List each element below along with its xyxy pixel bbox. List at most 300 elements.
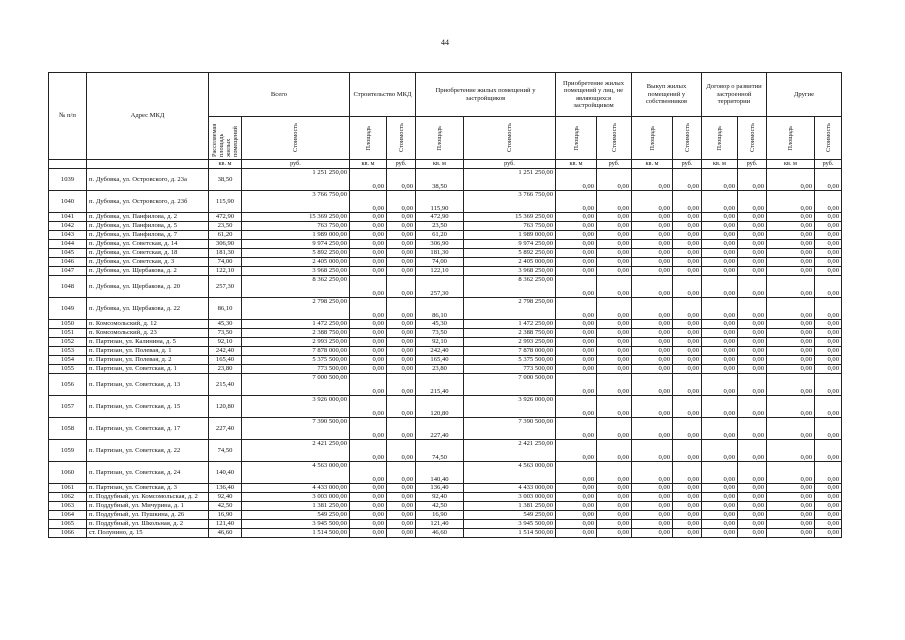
row-total-area: 215,40 <box>209 374 242 396</box>
row-total-area: 122,10 <box>209 267 242 276</box>
row-contract-cost: 0,00 <box>738 329 767 338</box>
table-body <box>49 169 842 538</box>
row-number: 1049 <box>49 298 87 320</box>
row-construction-cost: 0,00 <box>387 222 416 231</box>
header-construction: Строительство МКД <box>350 73 416 117</box>
table-row <box>49 347 842 356</box>
row-purchase-nondev-area: 0,00 <box>556 374 597 396</box>
row-total-cost: 1 381 250,00 <box>242 502 350 511</box>
row-total-cost: 7 390 500,00 <box>242 418 350 440</box>
row-purchase-nondev-cost: 0,00 <box>597 169 632 191</box>
row-buyout-cost: 0,00 <box>673 231 702 240</box>
row-buyout-area: 0,00 <box>632 396 673 418</box>
table-row <box>49 320 842 329</box>
row-total-area: 38,50 <box>209 169 242 191</box>
row-contract-cost: 0,00 <box>738 213 767 222</box>
row-purchase-dev-cost: 7 878 000,00 <box>464 347 556 356</box>
row-buyout-area: 0,00 <box>632 356 673 365</box>
row-other-cost: 0,00 <box>815 249 842 258</box>
table-row <box>49 249 842 258</box>
unit-kvm: кв. м <box>767 160 815 169</box>
row-total-area: 257,30 <box>209 276 242 298</box>
row-other-cost: 0,00 <box>815 213 842 222</box>
row-total-cost: 3 766 750,00 <box>242 191 350 213</box>
row-purchase-dev-cost: 3 945 500,00 <box>464 520 556 529</box>
row-purchase-nondev-area: 0,00 <box>556 169 597 191</box>
row-total-cost: 1 472 250,00 <box>242 320 350 329</box>
row-purchase-nondev-cost: 0,00 <box>597 440 632 462</box>
row-purchase-nondev-cost: 0,00 <box>597 298 632 320</box>
header-resettled-area: Расселяемая площадь жилых помещений <box>211 123 239 157</box>
header-area: Площадь <box>364 125 372 151</box>
row-total-area: 23,50 <box>209 222 242 231</box>
table-row <box>49 329 842 338</box>
header-area: Площадь <box>572 125 580 151</box>
header-total: Всего <box>209 73 350 117</box>
row-purchase-nondev-area: 0,00 <box>556 267 597 276</box>
row-total-cost: 5 375 500,00 <box>242 356 350 365</box>
row-other-area: 0,00 <box>767 484 815 493</box>
row-other-area: 0,00 <box>767 356 815 365</box>
row-purchase-dev-cost: 9 974 250,00 <box>464 240 556 249</box>
row-purchase-dev-area: 181,30 <box>416 249 464 258</box>
row-purchase-nondev-area: 0,00 <box>556 440 597 462</box>
row-buyout-cost: 0,00 <box>673 249 702 258</box>
row-buyout-area: 0,00 <box>632 418 673 440</box>
row-purchase-nondev-area: 0,00 <box>556 213 597 222</box>
table-row <box>49 169 842 191</box>
row-purchase-nondev-area: 0,00 <box>556 529 597 538</box>
row-buyout-cost: 0,00 <box>673 267 702 276</box>
row-purchase-nondev-area: 0,00 <box>556 338 597 347</box>
row-contract-area: 0,00 <box>702 356 738 365</box>
row-purchase-dev-area: 136,40 <box>416 484 464 493</box>
row-construction-area: 0,00 <box>350 493 387 502</box>
row-address: п. Партизан, ул. Советская, д. 15 <box>87 396 209 418</box>
row-total-area: 92,40 <box>209 493 242 502</box>
row-number: 1062 <box>49 493 87 502</box>
row-other-cost: 0,00 <box>815 240 842 249</box>
row-buyout-area: 0,00 <box>632 520 673 529</box>
row-total-cost: 1 989 000,00 <box>242 231 350 240</box>
row-buyout-cost: 0,00 <box>673 529 702 538</box>
row-total-cost: 7 000 500,00 <box>242 374 350 396</box>
row-purchase-dev-area: 242,40 <box>416 347 464 356</box>
table-row <box>49 365 842 374</box>
row-purchase-nondev-area: 0,00 <box>556 365 597 374</box>
row-total-cost: 1 514 500,00 <box>242 529 350 538</box>
unit-rub: руб. <box>673 160 702 169</box>
table-row <box>49 374 842 396</box>
row-contract-cost: 0,00 <box>738 191 767 213</box>
row-buyout-area: 0,00 <box>632 298 673 320</box>
row-buyout-cost: 0,00 <box>673 258 702 267</box>
row-number: 1052 <box>49 338 87 347</box>
row-contract-area: 0,00 <box>702 511 738 520</box>
row-address: п. Партизан, ул. Полевая, д. 1 <box>87 347 209 356</box>
row-construction-cost: 0,00 <box>387 276 416 298</box>
row-buyout-cost: 0,00 <box>673 338 702 347</box>
row-number: 1058 <box>49 418 87 440</box>
row-contract-cost: 0,00 <box>738 502 767 511</box>
row-address: п. Партизан, ул. Советская, д. 1 <box>87 365 209 374</box>
row-address: п. Партизан, ул. Советская, д. 22 <box>87 440 209 462</box>
row-other-area: 0,00 <box>767 529 815 538</box>
row-purchase-dev-area: 472,90 <box>416 213 464 222</box>
row-purchase-nondev-cost: 0,00 <box>597 493 632 502</box>
row-purchase-nondev-cost: 0,00 <box>597 231 632 240</box>
row-other-area: 0,00 <box>767 231 815 240</box>
row-purchase-nondev-cost: 0,00 <box>597 191 632 213</box>
table-row <box>49 267 842 276</box>
row-contract-cost: 0,00 <box>738 374 767 396</box>
row-number: 1063 <box>49 502 87 511</box>
row-purchase-nondev-area: 0,00 <box>556 462 597 484</box>
row-purchase-dev-area: 86,10 <box>416 298 464 320</box>
row-other-cost: 0,00 <box>815 396 842 418</box>
row-purchase-nondev-cost: 0,00 <box>597 240 632 249</box>
row-purchase-dev-cost: 5 375 500,00 <box>464 356 556 365</box>
header-other: Другие <box>767 73 842 117</box>
row-buyout-area: 0,00 <box>632 213 673 222</box>
row-total-area: 306,90 <box>209 240 242 249</box>
row-buyout-cost: 0,00 <box>673 240 702 249</box>
row-contract-area: 0,00 <box>702 320 738 329</box>
row-purchase-dev-cost: 5 892 250,00 <box>464 249 556 258</box>
row-construction-area: 0,00 <box>350 347 387 356</box>
row-construction-area: 0,00 <box>350 374 387 396</box>
row-construction-area: 0,00 <box>350 191 387 213</box>
header-area: Площадь <box>436 125 443 151</box>
row-purchase-dev-cost: 2 421 250,00 <box>464 440 556 462</box>
row-construction-cost: 0,00 <box>387 493 416 502</box>
row-other-cost: 0,00 <box>815 529 842 538</box>
row-other-cost: 0,00 <box>815 267 842 276</box>
row-contract-cost: 0,00 <box>738 529 767 538</box>
row-number: 1051 <box>49 329 87 338</box>
row-address: п. Партизан, ул. Калинина, д. 5 <box>87 338 209 347</box>
row-total-area: 181,30 <box>209 249 242 258</box>
row-number: 1039 <box>49 169 87 191</box>
row-other-cost: 0,00 <box>815 356 842 365</box>
row-construction-area: 0,00 <box>350 258 387 267</box>
header-num: № п/п <box>49 73 87 160</box>
header-purchase-nondev: Приобретение жилых помещений у лиц, не являющихся застройщиком <box>556 73 632 117</box>
row-purchase-dev-area: 165,40 <box>416 356 464 365</box>
row-total-area: 92,10 <box>209 338 242 347</box>
row-purchase-dev-cost: 2 798 250,00 <box>464 298 556 320</box>
header-cost: Стоимость <box>683 123 691 153</box>
row-construction-cost: 0,00 <box>387 418 416 440</box>
row-construction-cost: 0,00 <box>387 249 416 258</box>
row-address: п. Партизан, ул. Советская, д. 3 <box>87 484 209 493</box>
row-address: п. Дубовка, ул. Щербакова, д. 20 <box>87 276 209 298</box>
row-total-cost: 2 421 250,00 <box>242 440 350 462</box>
row-construction-cost: 0,00 <box>387 320 416 329</box>
row-other-cost: 0,00 <box>815 493 842 502</box>
table-row <box>49 258 842 267</box>
row-total-cost: 3 968 250,00 <box>242 267 350 276</box>
row-contract-area: 0,00 <box>702 231 738 240</box>
row-buyout-area: 0,00 <box>632 338 673 347</box>
row-number: 1044 <box>49 240 87 249</box>
row-other-area: 0,00 <box>767 258 815 267</box>
row-purchase-dev-cost: 1 251 250,00 <box>464 169 556 191</box>
row-purchase-nondev-area: 0,00 <box>556 418 597 440</box>
row-buyout-area: 0,00 <box>632 249 673 258</box>
row-purchase-nondev-area: 0,00 <box>556 240 597 249</box>
row-number: 1046 <box>49 258 87 267</box>
row-purchase-dev-area: 16,90 <box>416 511 464 520</box>
row-buyout-cost: 0,00 <box>673 418 702 440</box>
row-contract-cost: 0,00 <box>738 298 767 320</box>
row-buyout-area: 0,00 <box>632 240 673 249</box>
row-purchase-dev-cost: 15 369 250,00 <box>464 213 556 222</box>
row-construction-area: 0,00 <box>350 329 387 338</box>
row-other-area: 0,00 <box>767 462 815 484</box>
row-contract-cost: 0,00 <box>738 258 767 267</box>
row-construction-cost: 0,00 <box>387 440 416 462</box>
unit-kvm: кв. м <box>632 160 673 169</box>
row-purchase-dev-area: 120,80 <box>416 396 464 418</box>
row-contract-area: 0,00 <box>702 249 738 258</box>
row-purchase-nondev-cost: 0,00 <box>597 258 632 267</box>
row-construction-area: 0,00 <box>350 320 387 329</box>
row-address: п. Поддубный, ул. Комсомольская, д. 2 <box>87 493 209 502</box>
row-other-cost: 0,00 <box>815 418 842 440</box>
row-buyout-area: 0,00 <box>632 276 673 298</box>
row-construction-area: 0,00 <box>350 222 387 231</box>
row-other-cost: 0,00 <box>815 365 842 374</box>
row-buyout-cost: 0,00 <box>673 276 702 298</box>
row-total-area: 121,40 <box>209 520 242 529</box>
row-number: 1066 <box>49 529 87 538</box>
row-other-cost: 0,00 <box>815 484 842 493</box>
table-row <box>49 231 842 240</box>
row-purchase-dev-cost: 773 500,00 <box>464 365 556 374</box>
row-number: 1060 <box>49 462 87 484</box>
row-buyout-cost: 0,00 <box>673 191 702 213</box>
row-number: 1054 <box>49 356 87 365</box>
row-total-area: 472,90 <box>209 213 242 222</box>
row-buyout-cost: 0,00 <box>673 396 702 418</box>
row-purchase-nondev-cost: 0,00 <box>597 462 632 484</box>
row-number: 1047 <box>49 267 87 276</box>
row-purchase-nondev-area: 0,00 <box>556 356 597 365</box>
table-row <box>49 356 842 365</box>
row-contract-cost: 0,00 <box>738 267 767 276</box>
row-contract-cost: 0,00 <box>738 462 767 484</box>
row-total-area: 45,30 <box>209 320 242 329</box>
row-other-cost: 0,00 <box>815 338 842 347</box>
header-area: Площадь <box>787 125 794 151</box>
row-purchase-nondev-area: 0,00 <box>556 502 597 511</box>
row-total-area: 74,00 <box>209 258 242 267</box>
row-address: п. Партизан, ул. Советская, д. 13 <box>87 374 209 396</box>
header-area: Площадь <box>716 125 723 151</box>
row-total-cost: 549 250,00 <box>242 511 350 520</box>
row-purchase-dev-area: 45,30 <box>416 320 464 329</box>
row-purchase-dev-area: 306,90 <box>416 240 464 249</box>
row-number: 1043 <box>49 231 87 240</box>
table-row <box>49 418 842 440</box>
row-other-cost: 0,00 <box>815 347 842 356</box>
row-contract-area: 0,00 <box>702 240 738 249</box>
row-purchase-dev-area: 73,50 <box>416 329 464 338</box>
row-total-cost: 7 878 000,00 <box>242 347 350 356</box>
unit-kvm: кв. м <box>556 160 597 169</box>
row-construction-area: 0,00 <box>350 240 387 249</box>
row-other-cost: 0,00 <box>815 231 842 240</box>
row-total-cost: 4 433 000,00 <box>242 484 350 493</box>
row-buyout-cost: 0,00 <box>673 374 702 396</box>
row-contract-area: 0,00 <box>702 338 738 347</box>
row-total-area: 140,40 <box>209 462 242 484</box>
row-purchase-nondev-area: 0,00 <box>556 396 597 418</box>
row-contract-cost: 0,00 <box>738 356 767 365</box>
row-contract-cost: 0,00 <box>738 365 767 374</box>
row-purchase-nondev-area: 0,00 <box>556 520 597 529</box>
row-contract-area: 0,00 <box>702 298 738 320</box>
row-contract-cost: 0,00 <box>738 484 767 493</box>
row-address: п. Поддубный, ул. Мичурина, д. 1 <box>87 502 209 511</box>
row-total-cost: 4 563 000,00 <box>242 462 350 484</box>
row-address: п. Комсомольский, д. 23 <box>87 329 209 338</box>
row-buyout-cost: 0,00 <box>673 440 702 462</box>
row-purchase-dev-cost: 3 003 000,00 <box>464 493 556 502</box>
row-other-area: 0,00 <box>767 329 815 338</box>
unit-kvm: кв. м <box>209 160 242 169</box>
row-buyout-area: 0,00 <box>632 462 673 484</box>
row-other-cost: 0,00 <box>815 502 842 511</box>
row-other-area: 0,00 <box>767 240 815 249</box>
row-total-cost: 3 945 500,00 <box>242 520 350 529</box>
row-contract-cost: 0,00 <box>738 396 767 418</box>
row-construction-cost: 0,00 <box>387 529 416 538</box>
row-other-area: 0,00 <box>767 320 815 329</box>
row-construction-cost: 0,00 <box>387 231 416 240</box>
table-row <box>49 222 842 231</box>
row-construction-cost: 0,00 <box>387 298 416 320</box>
table-row <box>49 338 842 347</box>
row-construction-cost: 0,00 <box>387 365 416 374</box>
row-total-area: 242,40 <box>209 347 242 356</box>
row-other-area: 0,00 <box>767 365 815 374</box>
row-purchase-dev-cost: 3 926 000,00 <box>464 396 556 418</box>
row-construction-area: 0,00 <box>350 338 387 347</box>
row-purchase-dev-area: 38,50 <box>416 169 464 191</box>
row-purchase-dev-cost: 4 563 000,00 <box>464 462 556 484</box>
row-number: 1048 <box>49 276 87 298</box>
table-row <box>49 511 842 520</box>
table-row <box>49 529 842 538</box>
row-buyout-cost: 0,00 <box>673 169 702 191</box>
row-purchase-nondev-cost: 0,00 <box>597 520 632 529</box>
row-total-cost: 2 405 000,00 <box>242 258 350 267</box>
row-contract-cost: 0,00 <box>738 249 767 258</box>
row-purchase-nondev-area: 0,00 <box>556 484 597 493</box>
table-row <box>49 493 842 502</box>
row-construction-cost: 0,00 <box>387 191 416 213</box>
row-contract-area: 0,00 <box>702 374 738 396</box>
row-other-area: 0,00 <box>767 418 815 440</box>
header-contract: Договор о развитии застроенной территории <box>702 73 767 117</box>
row-contract-area: 0,00 <box>702 267 738 276</box>
unit-rub: руб. <box>738 160 767 169</box>
row-purchase-dev-cost: 3 968 250,00 <box>464 267 556 276</box>
row-total-area: 73,50 <box>209 329 242 338</box>
row-total-cost: 1 251 250,00 <box>242 169 350 191</box>
row-total-area: 16,90 <box>209 511 242 520</box>
row-purchase-nondev-cost: 0,00 <box>597 356 632 365</box>
row-other-cost: 0,00 <box>815 320 842 329</box>
row-other-cost: 0,00 <box>815 520 842 529</box>
row-buyout-cost: 0,00 <box>673 329 702 338</box>
row-contract-area: 0,00 <box>702 347 738 356</box>
row-purchase-nondev-cost: 0,00 <box>597 320 632 329</box>
row-purchase-dev-area: 92,10 <box>416 338 464 347</box>
row-purchase-dev-area: 215,40 <box>416 374 464 396</box>
row-total-cost: 3 926 000,00 <box>242 396 350 418</box>
row-number: 1057 <box>49 396 87 418</box>
row-total-cost: 5 892 250,00 <box>242 249 350 258</box>
row-buyout-area: 0,00 <box>632 267 673 276</box>
row-address: п. Партизан, ул. Советская, д. 17 <box>87 418 209 440</box>
row-purchase-nondev-area: 0,00 <box>556 329 597 338</box>
row-purchase-dev-area: 61,20 <box>416 231 464 240</box>
row-contract-cost: 0,00 <box>738 231 767 240</box>
row-construction-cost: 0,00 <box>387 258 416 267</box>
row-buyout-area: 0,00 <box>632 374 673 396</box>
row-buyout-area: 0,00 <box>632 169 673 191</box>
row-other-area: 0,00 <box>767 493 815 502</box>
row-construction-area: 0,00 <box>350 396 387 418</box>
table-row <box>49 213 842 222</box>
row-construction-area: 0,00 <box>350 231 387 240</box>
row-other-area: 0,00 <box>767 347 815 356</box>
row-buyout-cost: 0,00 <box>673 365 702 374</box>
row-contract-area: 0,00 <box>702 520 738 529</box>
header-area: Площадь <box>648 125 656 151</box>
row-purchase-dev-area: 74,00 <box>416 258 464 267</box>
row-purchase-dev-cost: 8 362 250,00 <box>464 276 556 298</box>
row-other-area: 0,00 <box>767 502 815 511</box>
row-total-cost: 763 750,00 <box>242 222 350 231</box>
row-buyout-cost: 0,00 <box>673 298 702 320</box>
row-address: п. Дубовка, ул. Панфилова, д. 2 <box>87 213 209 222</box>
row-address: п. Дубовка, ул. Советская, д. 3 <box>87 258 209 267</box>
unit-rub: руб. <box>815 160 842 169</box>
row-other-area: 0,00 <box>767 396 815 418</box>
row-buyout-cost: 0,00 <box>673 484 702 493</box>
row-buyout-area: 0,00 <box>632 320 673 329</box>
row-purchase-nondev-area: 0,00 <box>556 320 597 329</box>
row-number: 1053 <box>49 347 87 356</box>
row-construction-cost: 0,00 <box>387 213 416 222</box>
row-purchase-nondev-area: 0,00 <box>556 493 597 502</box>
row-construction-cost: 0,00 <box>387 520 416 529</box>
row-purchase-dev-area: 227,40 <box>416 418 464 440</box>
row-contract-area: 0,00 <box>702 418 738 440</box>
row-other-cost: 0,00 <box>815 298 842 320</box>
row-buyout-cost: 0,00 <box>673 213 702 222</box>
row-total-area: 74,50 <box>209 440 242 462</box>
row-contract-cost: 0,00 <box>738 511 767 520</box>
table-row <box>49 520 842 529</box>
row-construction-cost: 0,00 <box>387 329 416 338</box>
row-construction-cost: 0,00 <box>387 511 416 520</box>
row-total-cost: 9 974 250,00 <box>242 240 350 249</box>
